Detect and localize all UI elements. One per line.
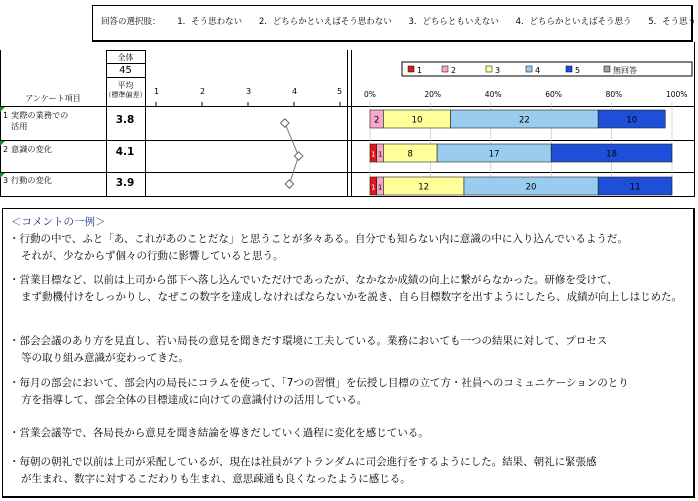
bar-segment-label: 1 — [377, 183, 383, 192]
answer-options-legend — [92, 5, 697, 42]
row-3-mean: 3.9 — [115, 177, 135, 189]
score-tick-1: 1 — [154, 87, 160, 96]
answer-option-1: 1．そう思わない — [177, 17, 243, 27]
comment-6-line1: ・毎朝の朝礼で以前は上司が采配しているが、現在は社員がアトランダムに司会進行をするようにした。結果、朝礼に緊張感 — [9, 456, 597, 468]
bar-segment-label: 11 — [629, 182, 641, 193]
bar-legend-label: 3 — [495, 66, 501, 75]
row-3-label: 行動の変化 — [11, 175, 52, 185]
bar-segment-label: 18 — [606, 149, 618, 160]
comment-1-line1: ・行動の中で、ふと「あ、これがあのことだな」と思うことが多々ある。自分でも知らない内に意識の中に入り込んでいるようだ。 — [9, 233, 628, 245]
comment-5-line1: ・営業会議等で、各局長から意見を聞き結論を導きだしていく過程に変化を感じている。 — [9, 427, 429, 439]
score-tick-5: 5 — [337, 87, 343, 96]
row-2-mean: 4.1 — [115, 146, 135, 158]
bar-legend-label: 1 — [417, 66, 423, 75]
bar-segment-label: 20 — [525, 182, 537, 193]
row-3-number: 3 — [3, 176, 9, 185]
answer-options-line — [101, 15, 698, 27]
comment-4-line1: ・毎月の部会において、部会内の局長にコラムを使って、「7つの習慣」を伝授し目標の立て方・社員へのコミュニケーションのとり — [9, 377, 629, 389]
row-1-number: 1 — [3, 111, 9, 120]
bar-tick-label: 0% — [364, 90, 376, 99]
bar-segment-label: 1 — [371, 150, 376, 159]
bar-legend-swatch — [408, 66, 414, 72]
row-1-label-line2: 活用 — [11, 121, 28, 131]
mean-sub-label: （標準偏差） — [104, 91, 147, 99]
comment-2-line1: ・営業目標など、以前は上司から部下へ落し込んでいただけであったが、なかなか成績の向上に繋がらなかった。研修を受けて、 — [9, 274, 618, 286]
bar-legend-swatch — [442, 66, 448, 72]
row-2-label: 意識の変化 — [11, 144, 52, 154]
answer-option-2: 2．どちらかといえばそう思わない — [258, 17, 392, 27]
bar-segment-label: 17 — [488, 149, 500, 160]
answer-option-3: 3．どちらともいえない — [408, 17, 499, 27]
row-2-number: 2 — [3, 145, 9, 154]
bar-legend-label: 4 — [535, 66, 541, 75]
total-n: 45 — [119, 65, 132, 76]
bar-segment-label: 8 — [407, 149, 413, 160]
header-top-line — [106, 50, 145, 51]
mean-point — [285, 180, 293, 188]
bar-legend-swatch — [566, 66, 572, 72]
answer-option-4: 4．どちらかといえばそう思う — [515, 17, 632, 27]
table-divider-mean — [145, 50, 146, 197]
bar-tick-label: 20% — [424, 90, 442, 99]
comment-1-line2: それが、少なからず個々の行動に影響していると思う。 — [21, 249, 284, 262]
comment-1 — [9, 231, 689, 264]
bar-legend-swatch — [486, 66, 492, 72]
comment-4 — [9, 375, 689, 408]
bar-tick-label: 80% — [605, 90, 623, 99]
answer-option-5: 5．そう思う — [648, 17, 697, 27]
survey-results-table — [0, 50, 698, 197]
mean-line-chart — [147, 50, 347, 197]
mean-label: 平均 — [117, 81, 134, 90]
bar-segment-label: 1 — [371, 183, 376, 192]
bar-tick-label: 60% — [545, 90, 562, 99]
bar-legend-swatch — [526, 66, 532, 72]
bar-segment-label: 1 — [377, 150, 383, 159]
mean-point — [294, 152, 302, 160]
comment-box — [2, 208, 695, 498]
bar-legend-label: 2 — [451, 66, 457, 75]
bar-tick-label: 100% — [666, 90, 688, 99]
table-border-right — [694, 42, 695, 197]
header-n-line — [106, 77, 145, 78]
row-1-label — [11, 110, 68, 132]
header-total-line — [106, 63, 145, 64]
stacked-bar-chart — [352, 50, 694, 197]
bar-segment-label: 10 — [626, 115, 638, 126]
bar-legend-label: 無回答 — [613, 66, 637, 75]
table-divider-score — [347, 50, 348, 197]
comment-5 — [9, 425, 689, 442]
comment-2-line2: まず動機付けをしっかりし、なぜこの数字を達成しなければならないかを説き、自ら目標数字を出すようにしたら、成績が向上しはじめた。 — [21, 290, 683, 303]
comment-4-line2: 方を指導して、部会全体の目標達成に向けての意識付けの活用している。 — [21, 393, 368, 406]
bar-segment-label: 22 — [518, 115, 530, 126]
answer-options-prefix: 回答の選択肢： — [101, 17, 161, 27]
row-1-mean: 3.8 — [115, 114, 135, 126]
bar-legend-label: 5 — [575, 66, 581, 75]
comment-6-line2: が生まれ、数字に対するこだわりも生まれ、意思疎通も良くなったように感じる。 — [21, 472, 411, 485]
comment-3-line1: ・部会会議のあり方を見直し、若い局長の意見を聞きだす環境に工夫している。業務においても一つの結果に対して、プロセス — [9, 335, 608, 347]
item-label: アンケート項目 — [25, 94, 81, 103]
bar-segment-label: 10 — [411, 115, 423, 126]
total-label: 全体 — [117, 53, 134, 62]
score-tick-4: 4 — [292, 87, 298, 96]
comment-title: ＜コメントの一例＞ — [11, 216, 106, 228]
bar-segment-label: 12 — [418, 182, 430, 193]
bar-segment-label: 2 — [374, 115, 380, 126]
comment-3 — [9, 333, 689, 366]
comment-2 — [9, 272, 689, 305]
bar-legend-swatch — [604, 66, 610, 72]
score-tick-2: 2 — [200, 87, 206, 96]
score-tick-3: 3 — [246, 87, 252, 96]
mean-point — [281, 119, 289, 127]
row-1-label-line1: 実際の業務での — [11, 110, 69, 120]
comment-6 — [9, 454, 689, 487]
bar-tick-label: 40% — [484, 90, 502, 99]
comment-3-line2: 等の取り組み意識が変わってきた。 — [21, 351, 189, 364]
